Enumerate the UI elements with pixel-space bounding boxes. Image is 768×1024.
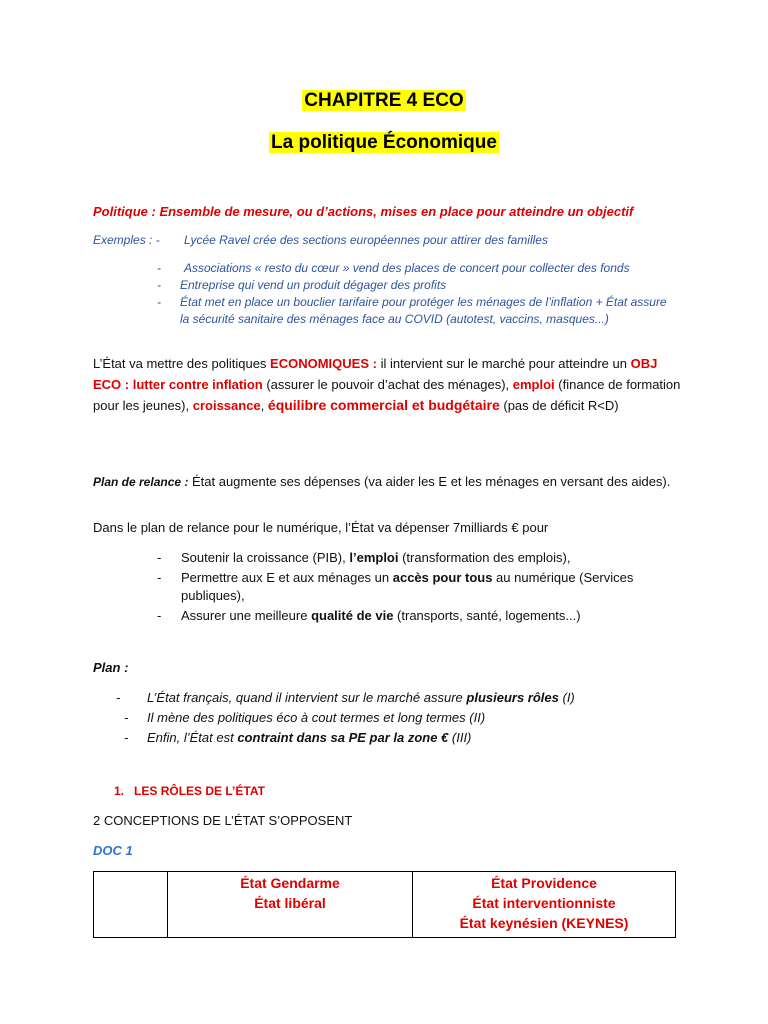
economiques-keyword: ECONOMIQUES : [270, 356, 377, 371]
examples-list: - Associations « resto du cœur » vend des places de concert pour collecter des fonds - Entreprise qui vend un produit dégager des profits - État met en place un bouclier tarifaire pour protéger les ménages de l’inflation + État assure la sécurité sanitaire des ménages face au COVID (autotest, vaccins, masques...) [157, 260, 677, 328]
list-item: - Assurer une meilleure qualité de vie (transports, santé, logements...) [157, 608, 581, 623]
example-item-2: Associations « resto du cœur » vend des places de concert pour collecter des fonds [184, 261, 630, 275]
cell-line: État libéral [254, 895, 326, 911]
list-item: - L’État français, quand il intervient sur le marché assure plusieurs rôles (I) [116, 690, 575, 705]
table-cell-empty [94, 872, 168, 938]
table-cell-etat-gendarme [168, 872, 413, 938]
cell-line: État keynésien (KEYNES) [459, 915, 629, 931]
plan-list [116, 688, 676, 748]
bold-span: qualité de vie [311, 608, 394, 623]
list-item: - Enfin, l’État est contraint dans sa PE par la zone € (III) [124, 730, 472, 745]
cell-line: État Providence [491, 875, 597, 891]
doc-label: DOC 1 [93, 843, 133, 858]
cell-line: État Gendarme [240, 875, 340, 891]
text-span: Permettre aux E et aux ménages un [181, 570, 393, 585]
plan-label: Plan : [93, 660, 129, 675]
text-span: Soutenir la croissance (PIB), [181, 550, 350, 565]
text-span: (assurer le pouvoir d’achat des ménages), [262, 377, 513, 392]
example-item-1: Lycée Ravel crée des sections européennes pour attirer des familles [184, 233, 548, 247]
definition-politique: Politique : Ensemble de mesure, ou d’actions, mises en place pour atteindre un objectif [93, 204, 634, 219]
example-item-4: État met en place un bouclier tarifaire pour protéger les ménages de l’inflation + État assure la sécurité sanitaire des ménages face au COVID (autotest, vaccins, masques...) [180, 295, 667, 326]
paragraph-plan-relance [93, 471, 683, 493]
text-span: au numérique (Services publiques), [181, 570, 634, 603]
etat-conceptions-table [93, 871, 676, 938]
text-span: il intervient sur le marché pour atteindre un [376, 356, 631, 371]
bold-span: plusieurs rôles [466, 690, 559, 705]
text-span: (I) [558, 690, 575, 705]
text-span: (finance de formation pour les jeunes), [93, 377, 681, 413]
chapter-title-text: CHAPITRE 4 ECO [304, 90, 464, 111]
section-title-text: LES RÔLES DE L’ÉTAT [134, 784, 265, 798]
equilibre-keyword: équilibre commercial et budgétaire [267, 397, 500, 413]
paragraph-politiques-economiques [93, 353, 683, 416]
relance-label: Plan de relance : [93, 475, 189, 489]
text-span: L’État va mettre des politiques [93, 356, 271, 371]
examples-label: Exemples : - [93, 233, 160, 247]
text-span: (pas de déficit R<D) [499, 398, 619, 413]
bold-span: l’emploi [349, 550, 399, 565]
section-number: 1. [114, 784, 125, 798]
text-span: (transformation des emplois), [398, 550, 571, 565]
text-span: , [260, 398, 268, 413]
example-item-3: Entreprise qui vend un produit dégager des profits [180, 278, 447, 292]
bold-span: contraint dans sa PE par la zone € [237, 730, 449, 745]
text-span: Assurer une meilleure [181, 608, 312, 623]
page-subtitle [0, 132, 768, 154]
croissance-keyword: croissance [192, 398, 261, 413]
cell-line: État interventionniste [472, 895, 616, 911]
paragraph-numerique: Dans le plan de relance pour le numérique, l’État va dépenser 7milliards € pour [93, 520, 549, 535]
list-item: - Il mène des politiques éco à cout termes et long termes (II) [124, 710, 486, 725]
bold-span: accès pour tous [392, 570, 493, 585]
text-span: (transports, santé, logements...) [393, 608, 581, 623]
relance-list [157, 549, 677, 627]
text-span: Enfin, l’État est [147, 730, 238, 745]
text-span: Il mène des politiques éco à cout termes et long termes (II) [147, 710, 486, 725]
list-item: - Soutenir la croissance (PIB), l’emploi (transformation des emplois), [157, 550, 571, 565]
text-span: (III) [448, 730, 472, 745]
relance-text: État augmente ses dépenses (va aider les E et les ménages en versant des aides). [188, 474, 671, 489]
list-item: - Permettre aux E et aux ménages un accès pour tous au numérique (Services publiques), [157, 570, 634, 603]
obj-eco-keyword: OBJ ECO : lutter contre inflation [93, 356, 658, 392]
table-row [94, 872, 676, 938]
section-heading-roles [114, 784, 265, 798]
conceptions-heading: 2 CONCEPTIONS DE L’ÉTAT S’OPPOSENT [93, 813, 353, 828]
table-cell-etat-providence [413, 872, 676, 938]
text-span: L’État français, quand il intervient sur le marché assure [147, 690, 467, 705]
subtitle-text: La politique Économique [271, 132, 497, 153]
emploi-keyword: emploi [512, 377, 555, 392]
chapter-title [0, 90, 768, 112]
